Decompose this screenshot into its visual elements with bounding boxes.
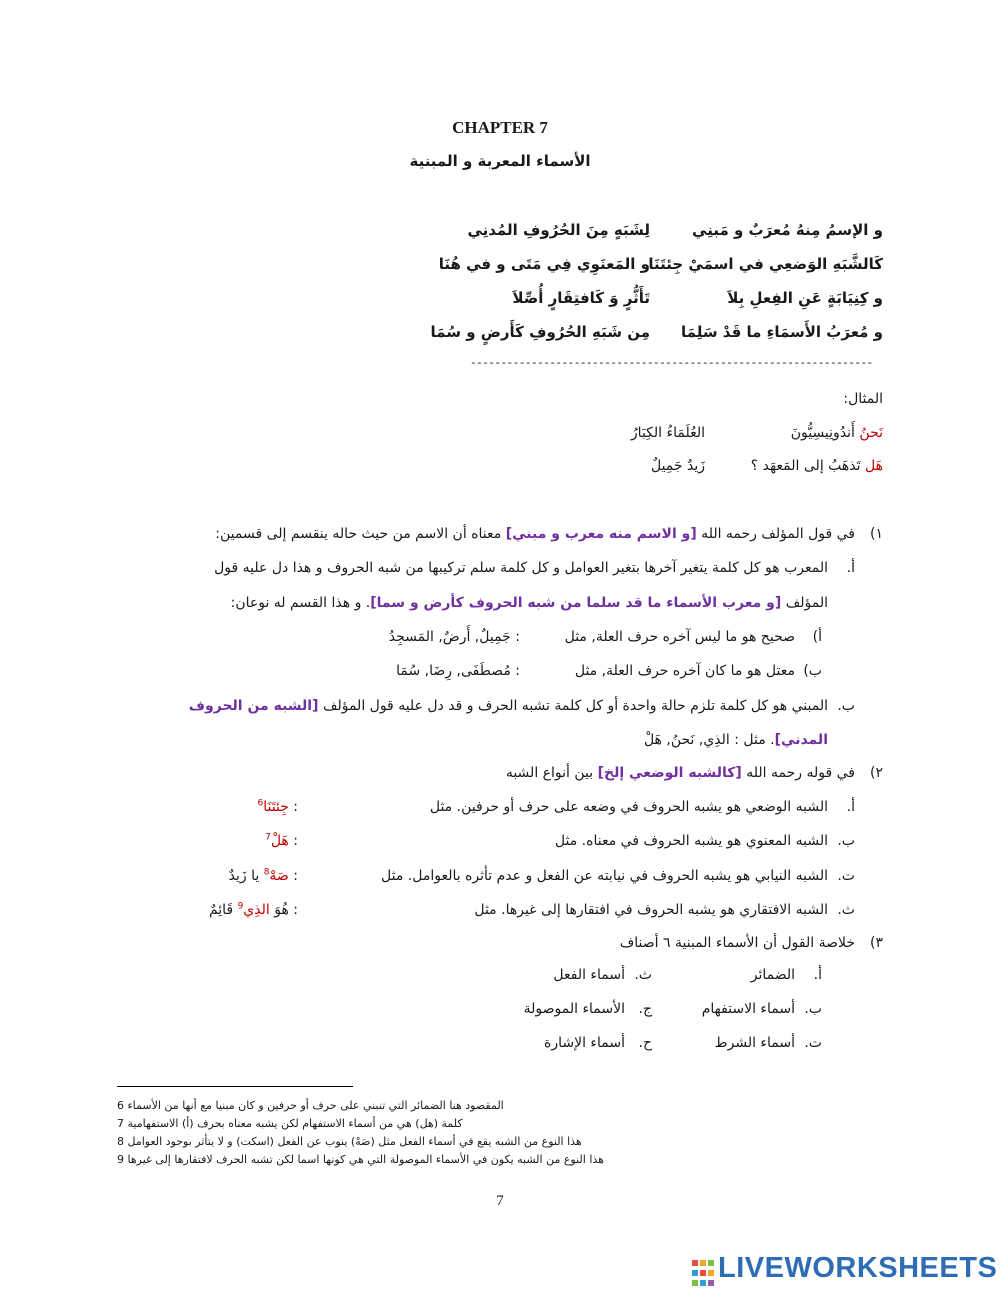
point-1a-line-2: المؤلف [و معرب الأسماء ما قد سلما من شبه الحروف كأرض و سما]. و هذا القسم له نوعان: (230, 595, 828, 611)
point-1a-mark: أ. (846, 560, 855, 576)
point-2b-example: : هَلْ$^7$ (265, 832, 298, 849)
point-2c-text: الشبه النيابي هو يشبه الحروف في نيابته عن الفعل و عدم تأثره بالعوامل. مثل (381, 868, 828, 884)
point-2a-example: : جِئتَنَا$^6$ (257, 798, 298, 815)
poem-line-3-right: و كِنِيَابَةٍ عَنِ الفِعلِ بِلاَ (727, 289, 883, 307)
point-1a1-example: : جَمِيلٌ, أَرضٌ, المَسجِدُ (388, 629, 520, 645)
category-item: الضمائر (750, 967, 795, 983)
poem-line-3-left: تَأَثُّرٍ وَ كَافتِقَارٍ أُصِّلاَ (512, 289, 650, 307)
poem-line-4-right: و مُعرَبُ الأَسمَاءِ ما قَدْ سَلِمَا (681, 323, 883, 341)
point-3-number: ٣) (870, 935, 883, 951)
point-1b-mark: ب. (837, 698, 855, 714)
category-mark: ب. (804, 1001, 822, 1017)
point-3-text: خلاصة القول أن الأسماء المبنية ٦ أصناف (619, 935, 855, 951)
category-mark: ح. (638, 1035, 652, 1051)
footnote-separator (117, 1086, 353, 1087)
poem-line-1-left: لِشَبَهٍ مِنَ الحُرُوفِ المُدنِي (467, 221, 650, 239)
author-quote: [و الاسم منه معرب و مبني] (505, 526, 697, 542)
chapter-subtitle: الأسماء المعربة و المبنية (409, 152, 591, 170)
point-2d-mark: ث. (837, 902, 855, 918)
point-1a-line-1: المعرب هو كل كلمة يتغير آخرها بتغير العوامل و كل كلمة سلم تركيبها من شبه الحروف و هذا دل عليه قول (214, 560, 828, 576)
chapter-title: CHAPTER 7 (452, 118, 548, 137)
example-sentence-3: هَل تَذهَبُ إلى المَعهَد ؟ (750, 458, 883, 474)
footnote-9: هذا النوع من الشبه يكون في الأسماء الموصولة التي هي كونها اسما لكن تشبه الحرف لافتقارها إلى غيرها 9 (117, 1153, 604, 1166)
poem-line-1-right: و الإسمُ مِنهُ مُعرَبٌ و مَبنِي (692, 221, 883, 239)
category-mark: ت. (804, 1035, 822, 1051)
poem-line-2-right: كَالشَّبَهِ الوَضعِي في اسمَيْ جِئتَنَا (648, 255, 883, 273)
point-2d-example: : هُوَ الذِي$^9$ قَائِمٌ (208, 901, 298, 918)
liveworksheets-logo (692, 1252, 997, 1286)
point-2-number: ٢) (870, 765, 883, 781)
point-1a1-mark: أ) (812, 629, 822, 645)
author-quote: [و معرب الأسماء ما قد سلما من شبه الحروف كأرض و سما] (370, 595, 782, 611)
example-question-particle: هَل (865, 458, 883, 474)
author-quote: [كالشبه الوضعي إلخ] (597, 765, 742, 781)
point-2c-mark: ت. (837, 868, 855, 884)
point-2d-text: الشبه الافتقاري هو يشبه الحروف في افتقارها إلى غيرها. مثل (474, 902, 828, 918)
example-label: المثال: (843, 391, 883, 407)
author-quote: المدني] (774, 732, 828, 748)
liveworksheets-grid-icon (692, 1260, 714, 1286)
point-1-text: في قول المؤلف رحمه الله [و الاسم منه معرب و مبني] معناه أن الاسم من حيث حاله ينقسم إلى قسمين: (215, 526, 855, 542)
point-2a-mark: أ. (846, 799, 855, 815)
point-2-text: في قوله رحمه الله [كالشبه الوضعي إلخ] بين أنواع الشبه (505, 765, 855, 781)
point-1-number: ١) (870, 526, 883, 542)
category-item: أسماء الإشارة (544, 1035, 625, 1051)
author-quote: [الشبه من الحروف (188, 698, 319, 714)
point-2b-text: الشبه المعنوي هو يشبه الحروف في معناه. مثل (554, 833, 828, 849)
category-mark: أ. (813, 967, 822, 983)
poem-line-4-left: مِن شَبَهِ الحُرُوفِ كَأَرضٍ و سُمَا (430, 323, 650, 341)
point-1b-line-1: المبني هو كل كلمة تلزم حالة واحدة أو كل كلمة تشبه الحرف و قد دل عليه قول المؤلف [الشبه من الحروف (188, 698, 828, 714)
example-sentence-1: نَحنُ أَندُونِيسِيُّونَ (790, 425, 883, 441)
example-sentence-2: العُلَمَاءُ الكِبَارُ (630, 425, 705, 441)
point-2a-text: الشبه الوضعي هو يشبه الحروف في وضعه على حرف أو حرفين. مثل (429, 799, 828, 815)
category-item: أسماء الفعل (553, 967, 625, 983)
footnote-6: المقصود هنا الضمائر التي تنبني على حرف أو حرفين و كان مبنيا مع أنها من الأسماء 6 (117, 1099, 504, 1112)
point-1a2-mark: ب) (803, 663, 822, 679)
example-sentence-4: زَيدٌ جَمِيلٌ (650, 458, 705, 474)
example-pronoun: نَحنُ (859, 425, 883, 441)
point-1a2-text: معتل هو ما كان آخره حرف العلة, مثل (574, 663, 795, 679)
poem-line-2-left: و المَعنَوِي فِي مَتَى و في هُنَا (438, 255, 650, 273)
category-item: أسماء الشرط (714, 1035, 795, 1051)
category-item: أسماء الاستفهام (701, 1001, 795, 1017)
brand-name: LIVEWORKSHEETS (718, 1252, 998, 1284)
point-1b-line-2: المدني]. مثل : الذِي, نَحنُ, هَلْ (643, 732, 828, 748)
category-mark: ث. (634, 967, 652, 983)
point-1a1-text: صحيح هو ما ليس آخره حرف العلة, مثل (564, 629, 795, 645)
category-item: الأسماء الموصولة (523, 1001, 625, 1017)
point-1a2-example: : مُصطَفَى, رِضَا, سُمَا (396, 663, 520, 679)
point-2b-mark: ب. (837, 833, 855, 849)
page-number: 7 (496, 1193, 504, 1209)
category-mark: ج. (638, 1001, 652, 1017)
point-2c-example: : صَهْ$^8$ يا زَيدٌ (228, 867, 298, 884)
divider: ------------------------------------------------------------------ (470, 358, 873, 370)
footnote-7: كلمة (هل) هي من أسماء الاستفهام لكن يشبه معناه بحرف (أ) الاستفهامية 7 (117, 1117, 463, 1130)
footnote-8: هذا النوع من الشبه يقع في أسماء الفعل مثل (صَهْ) ينوب عن الفعل (اسكت) و لا يتأثر بوجود العوامل 8 (117, 1135, 582, 1148)
